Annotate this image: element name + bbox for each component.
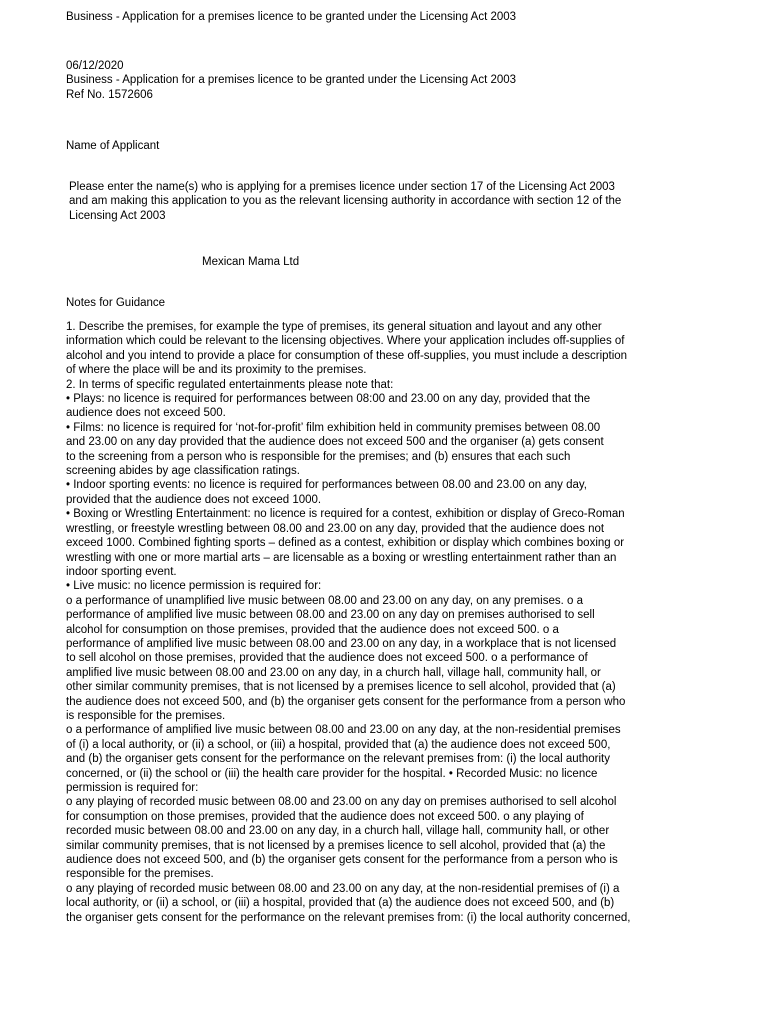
guidance-line: • Live music: no licence permission is required for: (66, 580, 322, 593)
guidance-line: alcohol for consumption on those premises, provided that the audience does not exceed 500. o a (66, 623, 559, 636)
guidance-line: of where the place will be and its proximity to the premises. (66, 364, 367, 377)
guidance-line: audience does not exceed 500. (66, 407, 226, 420)
guidance-line: o any playing of recorded music between 08.00 and 23.00 on any day on premises authorised to sell alcohol (66, 796, 617, 809)
guidance-line: to sell alcohol on those premises, provided that the audience does not exceed 500. o a performance of (66, 652, 588, 665)
guidance-line: provided that the audience does not exceed 1000. (66, 493, 322, 506)
guidance-line: • Films: no licence is required for ‘not-for-profit’ film exhibition held in community premises between 08.00 (66, 421, 601, 434)
guidance-line: other similar community premises, that is not licensed by a premises licence to sell alcohol, provided that (a) (66, 681, 616, 694)
guidance-line: local authority, or (ii) a school, or (iii) a hospital, provided that (a) the audience does not exceed 500, and (b) (66, 897, 615, 910)
guidance-line: the audience does not exceed 500, and (b) the organiser gets consent for the performance from a person who (66, 695, 626, 708)
guidance-line: o a performance of unamplified live music between 08.00 and 23.00 on any day, on any premises. o a (66, 594, 583, 607)
guidance-line: o any playing of recorded music between 08.00 and 23.00 on any day, at the non-residential premises of (i) a (66, 882, 620, 895)
guidance-line: audience does not exceed 500, and (b) the organiser gets consent for the performance from a person who is (66, 854, 618, 867)
guidance-line: 1. Describe the premises, for example the type of premises, its general situation and layout and any other (66, 321, 602, 333)
guidance-line: performance of amplified live music between 08.00 and 23.00 on any day on premises authorised to sell (66, 609, 595, 622)
guidance-line: wrestling, or freestyle wrestling between 08.00 and 23.00 on any day, provided that the audience does not (66, 522, 605, 535)
notes-for-guidance-heading: Notes for Guidance (66, 297, 166, 309)
reference-number: Ref No. 1572606 (66, 88, 153, 101)
guidance-line: and (b) the organiser gets consent for the performance on the relevant premises from: (i) the local authority (66, 753, 610, 766)
guidance-line: to the screening from a person who is responsible for the premises; and (b) ensures that each such (66, 450, 571, 463)
guidance-line: the organiser gets consent for the performance on the relevant premises from: (i) the local authority concerned, (66, 911, 631, 924)
applicant-name: Mexican Mama Ltd (202, 256, 300, 268)
guidance-line: permission is required for: (66, 782, 199, 794)
guidance-line: wrestling with one or more martial arts – are licensable as a boxing or wrestling entertainment rather than an (66, 551, 617, 564)
guidance-line: • Plays: no licence is required for performances between 08:00 and 23.00 on any day, provided that the (66, 393, 591, 406)
guidance-line: • Indoor sporting events: no licence is required for performances between 08.00 and 23.00 on any day, (66, 479, 587, 492)
guidance-line: amplified live music between 08.00 and 23.00 on any day, in a church hall, village hall, community hall, or (66, 666, 601, 679)
name-of-applicant-heading: Name of Applicant (66, 140, 160, 152)
guidance-line: similar community premises, that is not licensed by a premises licence to sell alcohol, provided that (a) the (66, 839, 606, 852)
guidance-line: alcohol and you intend to provide a place for consumption of these off-supplies, you must include a description (66, 349, 628, 362)
instruction-line: and am making this application to you as the relevant licensing authority in accordance with section 12 of the (69, 195, 622, 208)
guidance-line: and 23.00 on any day provided that the audience does not exceed 500 and the organiser (a) gets consent (66, 436, 604, 449)
guidance-line: of (i) a local authority, or (ii) a school, or (iii) a hospital, provided that (a) the audience does not exceed 500, (66, 738, 611, 751)
instruction-line: Licensing Act 2003 (69, 209, 166, 222)
guidance-line: information which could be relevant to the licensing objectives. Where your application includes off-supplies of (66, 335, 625, 348)
guidance-line: responsible for the premises. (66, 868, 214, 881)
guidance-line: for consumption on those premises, provided that the audience does not exceed 500. o any playing of (66, 810, 584, 823)
document-title: Business - Application for a premises licence to be granted under the Licensing Act 2003 (66, 74, 517, 87)
instruction-line: Please enter the name(s) who is applying for a premises licence under section 17 of the Licensing Act 2003 (69, 181, 615, 193)
guidance-line: o a performance of amplified live music between 08.00 and 23.00 on any day, at the non-residential premises (66, 724, 621, 737)
applicant-instruction (69, 180, 621, 223)
guidance-line: is responsible for the premises. (66, 709, 226, 722)
guidance-line: recorded music between 08.00 and 23.00 on any day, in a church hall, village hall, community hall, or other (66, 825, 610, 838)
guidance-line: performance of amplified live music between 08.00 and 23.00 on any day, in a workplace that is not licensed (66, 637, 617, 650)
guidance-line: 2. In terms of specific regulated entertainments please note that: (66, 378, 394, 391)
guidance-body (66, 320, 630, 925)
guidance-line: screening abides by age classification ratings. (66, 465, 300, 478)
guidance-line: exceed 1000. Combined fighting sports – defined as a contest, exhibition or display which combines boxing or (66, 537, 625, 550)
guidance-line: indoor sporting event. (66, 565, 177, 578)
document-meta (66, 59, 516, 102)
date: 06/12/2020 (66, 60, 124, 72)
page-header-title: Business - Application for a premises licence to be granted under the Licensing Act 2003 (66, 11, 517, 23)
guidance-line: • Boxing or Wrestling Entertainment: no licence is required for a contest, exhibition or display of Greco-Roman (66, 508, 625, 521)
guidance-line: concerned, or (ii) the school or (iii) the health care provider for the hospital. • Recorded Music: no licence (66, 767, 598, 780)
